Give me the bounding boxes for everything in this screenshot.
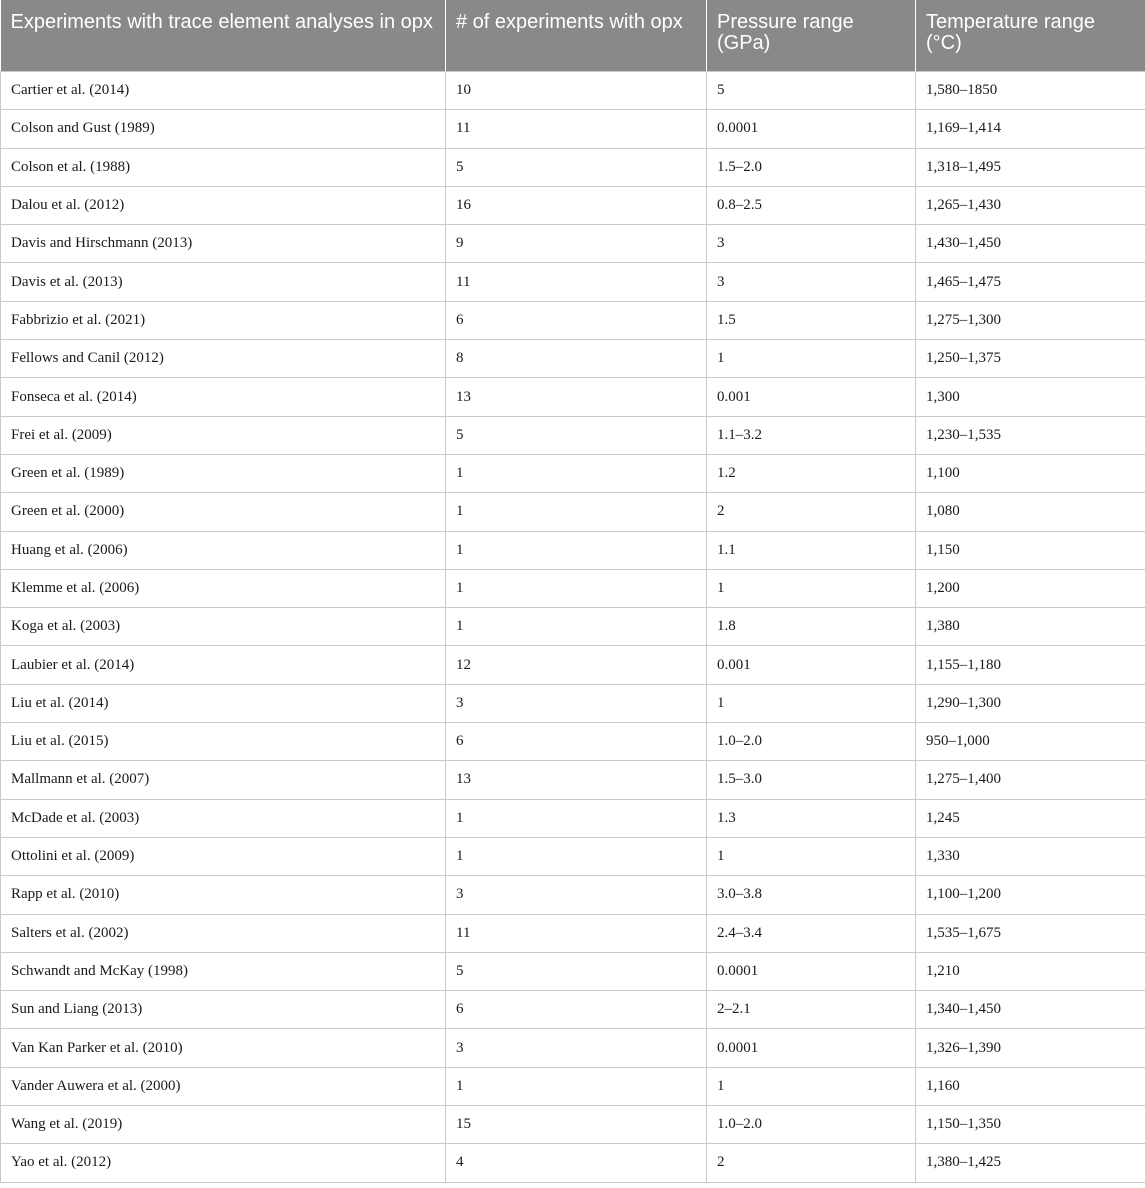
- experiment-count-cell: 15: [446, 1106, 707, 1144]
- pressure-range-cell: 1: [707, 569, 916, 607]
- temperature-range-cell: 1,430–1,450: [916, 225, 1145, 263]
- experiment-count-cell: 1: [446, 1067, 707, 1105]
- table-row: [1, 723, 1145, 761]
- pressure-range-cell: 1.2: [707, 454, 916, 492]
- pressure-range-cell: 0.001: [707, 646, 916, 684]
- pressure-range-cell: 1.5: [707, 301, 916, 339]
- table-row: [1, 952, 1145, 990]
- pressure-range-cell: 2–2.1: [707, 991, 916, 1029]
- pressure-range-cell: 2.4–3.4: [707, 914, 916, 952]
- experiment-cell: McDade et al. (2003): [1, 799, 446, 837]
- experiment-count-cell: 3: [446, 684, 707, 722]
- temperature-range-cell: 1,275–1,300: [916, 301, 1145, 339]
- table-row: [1, 301, 1145, 339]
- temperature-range-cell: 1,340–1,450: [916, 991, 1145, 1029]
- pressure-range-cell: 3: [707, 263, 916, 301]
- experiment-cell: Green et al. (1989): [1, 454, 446, 492]
- table-row: [1, 72, 1145, 110]
- experiment-count-cell: 4: [446, 1144, 707, 1182]
- experiment-count-cell: 6: [446, 723, 707, 761]
- experiment-cell: Green et al. (2000): [1, 493, 446, 531]
- temperature-range-cell: 1,210: [916, 952, 1145, 990]
- experiment-count-cell: 3: [446, 876, 707, 914]
- table-row: [1, 1029, 1145, 1067]
- table-row: [1, 684, 1145, 722]
- temperature-range-cell: 1,080: [916, 493, 1145, 531]
- experiment-count-cell: 5: [446, 148, 707, 186]
- experiment-count-cell: 5: [446, 416, 707, 454]
- pressure-range-cell: 1.5–2.0: [707, 148, 916, 186]
- table-row: [1, 186, 1145, 224]
- experiment-cell: Vander Auwera et al. (2000): [1, 1067, 446, 1105]
- experiment-count-cell: 16: [446, 186, 707, 224]
- pressure-range-cell: 1: [707, 340, 916, 378]
- experiment-count-cell: 13: [446, 378, 707, 416]
- experiment-cell: Fabbrizio et al. (2021): [1, 301, 446, 339]
- experiment-count-cell: 1: [446, 608, 707, 646]
- pressure-range-cell: 5: [707, 72, 916, 110]
- temperature-range-cell: 1,245: [916, 799, 1145, 837]
- experiment-cell: Sun and Liang (2013): [1, 991, 446, 1029]
- temperature-range-cell: 1,230–1,535: [916, 416, 1145, 454]
- experiment-count-cell: 9: [446, 225, 707, 263]
- pressure-range-cell: 2: [707, 1144, 916, 1182]
- experiment-cell: Davis et al. (2013): [1, 263, 446, 301]
- experiment-count-cell: 3: [446, 1029, 707, 1067]
- pressure-range-cell: 1: [707, 1067, 916, 1105]
- experiment-cell: Frei et al. (2009): [1, 416, 446, 454]
- table-header: [1, 0, 1145, 72]
- experiment-count-cell: 13: [446, 761, 707, 799]
- table-row: [1, 569, 1145, 607]
- experiment-count-cell: 1: [446, 493, 707, 531]
- header-pressure-range: Pressure range (GPa): [707, 0, 916, 72]
- pressure-range-cell: 1.0–2.0: [707, 1106, 916, 1144]
- experiment-cell: Ottolini et al. (2009): [1, 837, 446, 875]
- table-row: [1, 225, 1145, 263]
- temperature-range-cell: 1,160: [916, 1067, 1145, 1105]
- table-row: [1, 799, 1145, 837]
- temperature-range-cell: 1,100: [916, 454, 1145, 492]
- experiment-count-cell: 1: [446, 531, 707, 569]
- table-row: [1, 1067, 1145, 1105]
- experiment-cell: Mallmann et al. (2007): [1, 761, 446, 799]
- experiment-cell: Liu et al. (2015): [1, 723, 446, 761]
- experiment-cell: Huang et al. (2006): [1, 531, 446, 569]
- temperature-range-cell: 1,380: [916, 608, 1145, 646]
- table-row: [1, 1106, 1145, 1144]
- pressure-range-cell: 1.5–3.0: [707, 761, 916, 799]
- table-row: [1, 876, 1145, 914]
- experiment-cell: Yao et al. (2012): [1, 1144, 446, 1182]
- experiment-cell: Wang et al. (2019): [1, 1106, 446, 1144]
- pressure-range-cell: 3: [707, 225, 916, 263]
- table-row: [1, 148, 1145, 186]
- temperature-range-cell: 1,100–1,200: [916, 876, 1145, 914]
- experiment-cell: Colson and Gust (1989): [1, 110, 446, 148]
- temperature-range-cell: 1,250–1,375: [916, 340, 1145, 378]
- temperature-range-cell: 1,169–1,414: [916, 110, 1145, 148]
- experiment-cell: Dalou et al. (2012): [1, 186, 446, 224]
- experiment-cell: Van Kan Parker et al. (2010): [1, 1029, 446, 1067]
- temperature-range-cell: 1,330: [916, 837, 1145, 875]
- experiment-cell: Rapp et al. (2010): [1, 876, 446, 914]
- temperature-range-cell: 1,150–1,350: [916, 1106, 1145, 1144]
- temperature-range-cell: 1,318–1,495: [916, 148, 1145, 186]
- table-row: [1, 416, 1145, 454]
- table-row: [1, 531, 1145, 569]
- experiment-cell: Laubier et al. (2014): [1, 646, 446, 684]
- experiment-count-cell: 1: [446, 837, 707, 875]
- temperature-range-cell: 1,580–1850: [916, 72, 1145, 110]
- experiment-count-cell: 12: [446, 646, 707, 684]
- pressure-range-cell: 0.001: [707, 378, 916, 416]
- experiment-count-cell: 5: [446, 952, 707, 990]
- table-row: [1, 110, 1145, 148]
- experiment-cell: Liu et al. (2014): [1, 684, 446, 722]
- pressure-range-cell: 0.0001: [707, 110, 916, 148]
- temperature-range-cell: 1,300: [916, 378, 1145, 416]
- table-row: [1, 991, 1145, 1029]
- temperature-range-cell: 1,326–1,390: [916, 1029, 1145, 1067]
- pressure-range-cell: 1: [707, 837, 916, 875]
- experiment-cell: Davis and Hirschmann (2013): [1, 225, 446, 263]
- pressure-range-cell: 3.0–3.8: [707, 876, 916, 914]
- experiment-count-cell: 1: [446, 454, 707, 492]
- table-row: [1, 340, 1145, 378]
- experiment-count-cell: 11: [446, 914, 707, 952]
- experiment-cell: Fonseca et al. (2014): [1, 378, 446, 416]
- experiment-count-cell: 11: [446, 110, 707, 148]
- pressure-range-cell: 1.1–3.2: [707, 416, 916, 454]
- table-row: [1, 454, 1145, 492]
- header-row: [1, 0, 1145, 72]
- table-body: [1, 72, 1145, 1183]
- experiment-count-cell: 8: [446, 340, 707, 378]
- temperature-range-cell: 1,380–1,425: [916, 1144, 1145, 1182]
- header-temperature-range: Temperature range (°C): [916, 0, 1145, 72]
- temperature-range-cell: 1,155–1,180: [916, 646, 1145, 684]
- pressure-range-cell: 1.3: [707, 799, 916, 837]
- pressure-range-cell: 1: [707, 684, 916, 722]
- pressure-range-cell: 0.0001: [707, 1029, 916, 1067]
- temperature-range-cell: 1,535–1,675: [916, 914, 1145, 952]
- experiment-count-cell: 1: [446, 569, 707, 607]
- pressure-range-cell: 1.8: [707, 608, 916, 646]
- temperature-range-cell: 1,200: [916, 569, 1145, 607]
- pressure-range-cell: 0.8–2.5: [707, 186, 916, 224]
- temperature-range-cell: 1,275–1,400: [916, 761, 1145, 799]
- pressure-range-cell: 0.0001: [707, 952, 916, 990]
- table-row: [1, 608, 1145, 646]
- header-experiment-count: # of experiments with opx: [446, 0, 707, 72]
- pressure-range-cell: 1.1: [707, 531, 916, 569]
- experiment-count-cell: 6: [446, 301, 707, 339]
- table-row: [1, 761, 1145, 799]
- experiment-count-cell: 6: [446, 991, 707, 1029]
- temperature-range-cell: 1,150: [916, 531, 1145, 569]
- experiment-count-cell: 11: [446, 263, 707, 301]
- pressure-range-cell: 2: [707, 493, 916, 531]
- experiment-cell: Salters et al. (2002): [1, 914, 446, 952]
- temperature-range-cell: 1,265–1,430: [916, 186, 1145, 224]
- temperature-range-cell: 1,465–1,475: [916, 263, 1145, 301]
- experiment-count-cell: 1: [446, 799, 707, 837]
- table-row: [1, 646, 1145, 684]
- table-row: [1, 378, 1145, 416]
- experiment-count-cell: 10: [446, 72, 707, 110]
- experiment-cell: Colson et al. (1988): [1, 148, 446, 186]
- temperature-range-cell: 1,290–1,300: [916, 684, 1145, 722]
- temperature-range-cell: 950–1,000: [916, 723, 1145, 761]
- table-row: [1, 1144, 1145, 1182]
- table-row: [1, 493, 1145, 531]
- header-experiments: Experiments with trace element analyses in opx: [1, 0, 446, 72]
- experiment-cell: Koga et al. (2003): [1, 608, 446, 646]
- experiment-cell: Cartier et al. (2014): [1, 72, 446, 110]
- experiment-cell: Fellows and Canil (2012): [1, 340, 446, 378]
- experiment-cell: Klemme et al. (2006): [1, 569, 446, 607]
- table-row: [1, 263, 1145, 301]
- table-row: [1, 914, 1145, 952]
- pressure-range-cell: 1.0–2.0: [707, 723, 916, 761]
- table-row: [1, 837, 1145, 875]
- experiment-cell: Schwandt and McKay (1998): [1, 952, 446, 990]
